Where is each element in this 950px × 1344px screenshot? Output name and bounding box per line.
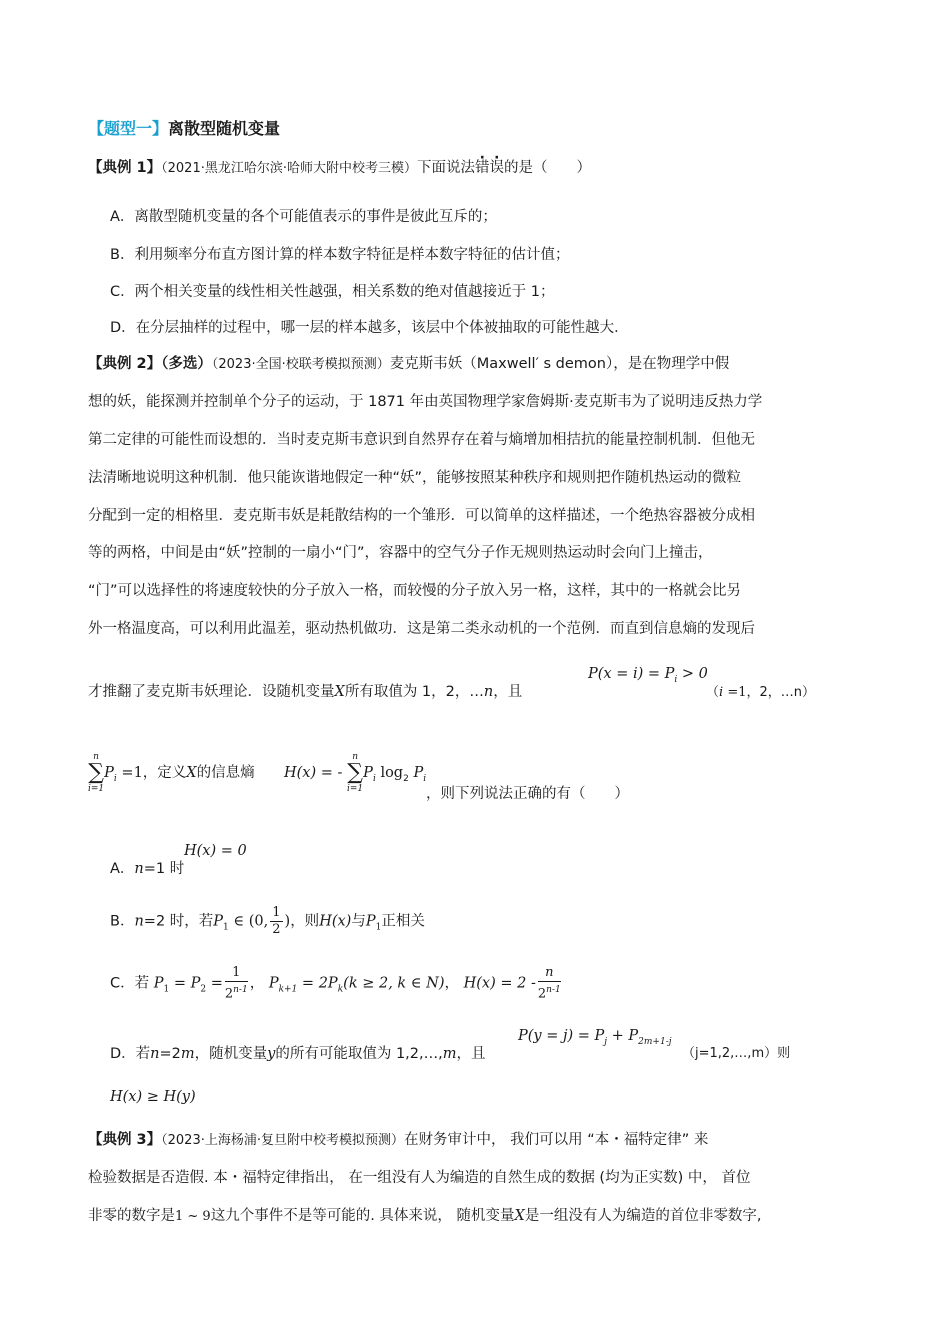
paragraph-text: 在财务审计中， 我们可以用 “本・福特定律” 来 [404,1132,709,1148]
text: ，2，…n） [746,685,815,700]
example-3-source: （2023·上海杨浦·复旦附中校考模拟预测） [161,1133,404,1148]
example-2-label: 【典例 2】（多选） [88,356,212,372]
denominator: 2 [272,922,281,937]
example-3-label: 【典例 3】 [88,1132,162,1148]
example-2-option-c: C．若 $P_1 = P_2$ = $\frac{1}{2^{n-1}}$ ， $P_{k+1} = 2P_k(k \ge 2$, k ∈ N)， H(x) = 2 - $\frac{n}{2^{n-1}}$ [110,965,561,1002]
variable-n: n [134,861,144,877]
example-1-stem: 下面说法 [417,160,475,176]
formula-text: H(x) [319,913,352,930]
text: （ [706,685,720,700]
paragraph-line: 外一格温度高，可以利用此温差，驱动热机做功．这是第二类永动机的一个范例．而直到信息熵的发现后 [88,621,755,637]
section-title: 离散型随机变量 [168,119,281,138]
example-3-line-2: 检验数据是否造假. 本・福特定律指出， 在一组没有人为编造的自然生成的数据 (均为正实数) 中， 首位 [88,1170,751,1186]
exponent: n-1 [233,985,248,995]
example-3-line-3 [88,1204,761,1225]
formula-text: = P [169,975,201,992]
subscript: 2 [403,773,409,784]
formula-text: P [268,975,279,992]
text: ，且 [456,1046,486,1062]
probability-condition-formula [588,666,708,685]
option-d-formula [518,1028,672,1047]
summation-symbol [88,752,104,794]
formula-text: log [380,765,404,781]
formula-text: > 0 [677,666,708,682]
example-1-option-c: C．两个相关变量的线性相关性越强，相关系数的绝对值越接近于 1； [110,284,555,300]
emphasis-char: 误 [489,160,504,176]
sum-condition-line: n ∑ i=1 $P_i =1$，定义X的信息熵 [88,752,255,794]
option-d-conclusion: H(x) ≥ H(y) [110,1089,196,1105]
fraction [538,965,561,1002]
text: 才推翻了麦克斯韦妖理论．设随机变量 [88,684,335,700]
example-2-option-d [110,1042,485,1063]
text: 的信息熵 [196,765,255,781]
section-heading [88,116,280,139]
variable-n: n [150,1046,160,1062]
text: 非零的数字是 [88,1208,175,1224]
example-1-option-d: D．在分层抽样的过程中，哪一层的样本越多，该层中个体被抽取的可能性越大． [110,320,629,336]
example-2-line-1 [88,352,729,373]
example-1-option-a: A．离散型随机变量的各个可能值表示的事件是彼此互斥的； [110,209,497,225]
entropy-formula: H(x) = - n ∑ i=1 $P_i$ $\log_2 P_i$ [284,752,427,794]
text: =1 时 [143,861,185,877]
sum-upper: n [93,752,99,762]
emphasis-char: 错 [475,160,490,176]
formula-text: = [206,975,223,992]
formula-text: ∈ (0, [228,913,269,930]
example-3-line-1 [88,1128,708,1149]
text: 与 [351,913,366,930]
option-label: C．若 [110,975,150,992]
variable-m: m [180,1046,195,1062]
text: =2 时，若 [143,913,214,930]
example-1-label: 【典例 1】 [88,160,162,176]
index-range [706,681,815,700]
option-label: D．若 [110,1046,151,1062]
text: ，随机变量 [194,1046,268,1062]
paragraph-line: 第二定律的可能性而设想的．当时麦克斯韦意识到自然界存在着与熵增加相拮抗的能量控制机制．但他无 [88,432,755,448]
formula-text: P [213,913,224,930]
fraction [225,965,248,1002]
formula-text: P [413,765,424,781]
sigma-icon: ∑ [88,760,104,785]
variable-i: i [719,685,724,700]
example-2-option-b: B．n=2 时，若$P_1$ ∈ (0, $\frac{1}{2}$ )，则H(x)与$P_1$正相关 [110,905,425,937]
formula-text: P(x = i) = P [588,666,675,682]
formula-text: 1 ~ 9 [175,1209,211,1224]
subscript: i [674,674,678,685]
formula-text: H(x) = 2 - [463,975,536,992]
example-1-option-b: B．利用频率分布直方图计算的样本数字特征是样本数字特征的估计值； [110,247,570,263]
formula-text: ) [284,913,291,930]
text: =1 [723,685,747,700]
numerator: 1 [225,965,248,982]
text: ， [249,975,265,992]
variable-x: X [186,765,197,781]
text: 所有取值为 1，2，… [344,684,484,700]
text: ， [444,975,459,992]
sum-lower: i=1 [88,784,105,794]
paragraph-text: 麦克斯韦妖（Maxwell′ s demon），是在物理学中假 [389,356,730,372]
paragraph-line: 法清晰地说明这种机制．他只能诙谐地假定一种“妖”，能够按照某种秩序和规则把作随机热运动的微粒 [88,470,742,486]
subscript: j [604,1036,608,1047]
numerator: 1 [272,905,281,920]
paragraph-line: 分配到一定的相格里．麦克斯韦妖是耗散结构的一个雏形．可以简单的这样描述，一个绝热容器被分成相 [88,508,755,524]
variable-x: X [514,1208,525,1224]
exponent: n-1 [546,985,561,995]
numerator: n [538,965,561,982]
sum-upper: n [352,752,358,762]
subscript: k+1 [278,984,298,995]
formula-text: P [365,913,376,930]
example-2-source: （2023·全国·校联考模拟预测） [211,357,390,372]
text: 正相关 [381,913,425,930]
example-2-option-a [110,857,184,878]
text: 是一组没有人为编造的首位非零数字, [524,1208,762,1224]
denominator: 2 [537,986,547,1002]
formula-text: + P [607,1028,639,1044]
formula-text: P [363,765,373,781]
option-label: B． [110,913,135,930]
option-label: A． [110,861,135,877]
option-a-formula: H(x) = 0 [184,843,247,859]
section-tag: 【题型一】 [88,119,169,138]
text: =2 [159,1046,181,1062]
paragraph-line: 等的两格，中间是由“妖”控制的一扇小“门”，容器中的空气分子作无规则热运动时会向门上撞击， [88,545,713,561]
paragraph-line: “门”可以选择性的将速度较快的分子放入一格，而较慢的分子放入另一格，这样，其中的一格就会比另 [88,583,742,599]
sum-lower: i=1 [347,784,364,794]
subscript: 2m+1-j [638,1036,672,1047]
sigma-icon: ∑ [347,760,363,785]
variable-y: y [267,1046,276,1062]
variable-n: n [134,913,144,930]
formula-text: P [104,765,114,781]
text: ，则 [290,913,320,930]
example-1-source: （2021·黑龙江哈尔滨·哈师大附中校考三模） [161,161,417,176]
summation-symbol [347,752,363,794]
question-tail: ，则下列说法正确的有（ ） [426,786,629,802]
text: ，定义 [142,765,187,781]
formula-text: P [153,975,164,992]
formula-text: = 2P [297,975,338,992]
variable-n: n [483,684,494,700]
formula-text: (k ≥ 2, k ∈ N) [343,975,445,992]
variable-m: m [442,1046,457,1062]
formula-text: P(y = j) = P [518,1028,605,1044]
text: ，且 [493,684,523,700]
formula-text: =1 [116,765,143,781]
text: 这九个事件不是等可能的. 具体来说， 随机变量 [210,1208,515,1224]
paragraph-line-9 [88,680,522,701]
formula-text: H(x) = - [284,765,343,781]
option-d-range: （j=1,2,…,m）则 [682,1046,791,1061]
paragraph-line: 想的妖，能探测并控制单个分子的运动，于 1871 年由英国物理学家詹姆斯·麦克斯韦为了说明违反热力学 [88,394,763,410]
variable-x: X [334,684,345,700]
denominator: 2 [224,986,234,1002]
fraction [270,905,282,938]
example-1-question [88,156,591,177]
text: 的所有可能取值为 1,2,…, [275,1046,443,1062]
example-1-stem-end: 的是（ ） [504,160,591,176]
